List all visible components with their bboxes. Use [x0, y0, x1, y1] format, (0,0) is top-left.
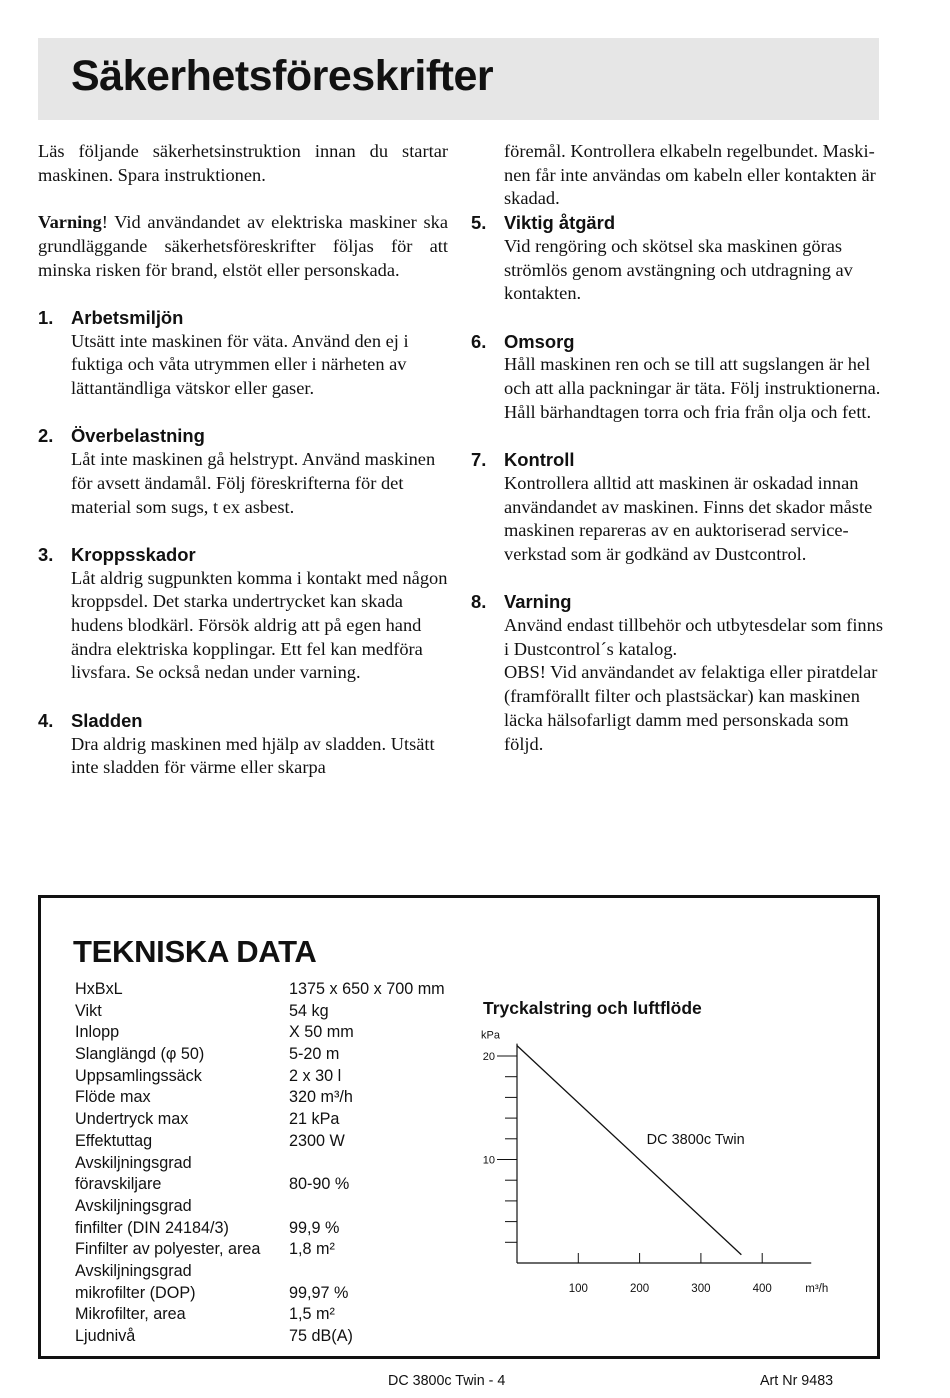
section-body: Använd endast tillbehör och utbytesdelar som finns i Dustcontrol´s katalog.: [504, 615, 883, 659]
y-tick-label: 20: [482, 1051, 495, 1063]
spec-label: Mikrofilter, area: [75, 1305, 186, 1324]
spec-label: Uppsamlingssäck: [75, 1066, 202, 1085]
section-number: 2.: [38, 425, 54, 447]
spec-value: 99,9 %: [289, 1218, 340, 1237]
section-kroppsskador: [38, 543, 448, 685]
y-tick-label: 10: [482, 1154, 495, 1167]
spec-value: 2300 W: [289, 1131, 345, 1150]
section-title: Sladden: [71, 709, 143, 731]
x-tick-label: 200: [630, 1283, 650, 1295]
spec-value: 54 kg: [289, 1001, 329, 1020]
x-tick-label: 300: [691, 1283, 711, 1295]
section-body: Låt inte maskinen gå helstrypt. Använd maskinen för avsett ändamål. Följ föreskrifterna för det material som sugs, t ex asbest.: [71, 449, 436, 517]
section-heading: [38, 709, 448, 733]
spec-value: 75 dB(A): [289, 1327, 353, 1345]
section-body: Utsätt inte maskinen för väta. Använd den ej i fuktiga och våta utrymmen eller i närheten av lättantändliga vätskor eller gaser.: [71, 330, 409, 398]
section-title: Omsorg: [504, 330, 575, 352]
section-heading: [471, 211, 891, 235]
title-band: [38, 38, 879, 120]
spec-label: mikrofilter (DOP): [75, 1283, 196, 1302]
spec-value: 99,97 %: [289, 1283, 349, 1302]
section-title: Överbelastning: [71, 425, 205, 447]
spec-value: 80-90 %: [289, 1175, 350, 1194]
footer-page-label: DC 3800c Twin - 4: [388, 1373, 506, 1389]
tech-data-box: [38, 895, 880, 1359]
section-heading: [471, 448, 891, 472]
section-body-obs: OBS! Vid användandet av felaktiga eller piratdelar (framförallt filter och plastsäckar) kan maskinen läcka hälsofarligt damm med personskada som följd.: [504, 662, 878, 754]
section-title: Arbetsmiljön: [71, 306, 184, 328]
spec-label: finfilter (DIN 24184/3): [75, 1218, 229, 1237]
x-axis-label: m³/h: [805, 1283, 829, 1295]
spec-label: Avskiljningsgrad: [75, 1196, 192, 1215]
section-number: 1.: [38, 306, 54, 328]
section-kontroll: [471, 448, 891, 567]
spec-value: 1375 x 650 x 700 mm: [289, 980, 445, 998]
section-body: Låt aldrig sugpunkten komma i kontakt med någon kroppsdel. Det starka undertrycket kan skada hudens blodkärl. Försök aldrig att på egen hand ändra elektriska kopplingar. Ett fel kan medföra livsfara. Se också nedan under varning.: [71, 567, 448, 683]
spec-value: 1,8 m²: [289, 1240, 335, 1259]
spec-label: Inlopp: [75, 1023, 120, 1042]
section-sladden: [38, 709, 448, 780]
warning-paragraph: [38, 211, 448, 282]
section-number: 3.: [38, 543, 54, 565]
right-column: [471, 140, 891, 780]
section-number: 5.: [471, 212, 487, 234]
section-heading: [38, 543, 448, 567]
spec-label: Undertryck max: [75, 1110, 189, 1129]
spec-label: Ljudnivå: [75, 1327, 136, 1345]
spec-label: Flöde max: [75, 1088, 151, 1107]
spec-label: Effektuttag: [75, 1131, 153, 1150]
section-body: Vid rengöring och skötsel ska maskinen göras strömlös genom avstängning och utdragning av kontakten.: [504, 235, 853, 304]
page-title: Säkerhetsföreskrifter: [71, 52, 494, 100]
section-heading: [471, 590, 891, 614]
section-overbelastning: [38, 424, 448, 519]
chart-title: Tryckalstring och luftflöde: [483, 998, 702, 1018]
section-heading: [38, 306, 448, 330]
spec-label: Vikt: [75, 1001, 102, 1020]
section-body: Kontrollera alltid att maskinen är oskadad innan användandet av maskinen. Finns det skador måste maskinen repareras av en auktoriserad serviceverkstad som är godkänd av Dustcontrol.: [504, 472, 873, 564]
series-label: DC 3800c Twin: [646, 1131, 745, 1148]
spec-label: HxBxL: [75, 980, 123, 998]
pressure-flow-chart: [41, 898, 877, 1356]
section-heading: [38, 424, 448, 448]
section-viktig-atgard: [471, 211, 891, 306]
spec-value: 21 kPa: [289, 1110, 340, 1129]
section-body: Håll maskinen ren och se till att sugslangen är hel och att alla packningar är täta. Följ instruktionerna. Håll bärhandtagen torra och fria från olja och fett.: [504, 354, 881, 422]
warning-text: ! Vid användandet av elektriska maskiner ska grundläggande säkerhetsföreskrifter följas för att minska risken för brand, elstöt eller personskada.: [38, 212, 448, 280]
section-number: 8.: [471, 591, 487, 613]
section-number: 6.: [471, 330, 487, 352]
section-heading: [471, 330, 891, 354]
spec-label: Slanglängd (φ 50): [75, 1045, 205, 1064]
spec-value: 2 x 30 l: [289, 1066, 342, 1085]
spec-label: Avskiljningsgrad: [75, 1261, 192, 1280]
warning-word: Varning: [38, 212, 102, 233]
left-column: [38, 140, 448, 804]
spec-label: Finfilter av polyester, area: [75, 1240, 261, 1259]
section-arbetsmiljon: [38, 306, 448, 401]
section-title: Kontroll: [504, 449, 575, 471]
x-tick-label: 400: [752, 1283, 772, 1295]
y-axis-label: kPa: [481, 1029, 500, 1042]
spec-label: föravskiljare: [75, 1175, 162, 1194]
series-line: [517, 1046, 741, 1255]
x-tick-label: 100: [568, 1283, 588, 1295]
spec-value: 320 m³/h: [289, 1088, 353, 1107]
section-varning: [471, 590, 891, 756]
section-title: Varning: [504, 591, 572, 613]
section-number: 7.: [471, 449, 487, 471]
spec-label: Avskiljningsgrad: [75, 1153, 192, 1172]
footer-article-number: Art Nr 9483: [760, 1373, 834, 1389]
spec-value: 5-20 m: [289, 1045, 340, 1064]
section-body: Dra aldrig maskinen med hjälp av sladden. Utsätt inte sladden för värme eller skarpa: [71, 733, 435, 778]
section-title: Viktig åtgärd: [504, 212, 616, 234]
section-omsorg: [471, 330, 891, 425]
section-number: 4.: [38, 709, 54, 731]
intro-paragraph: Läs följande säkerhetsinstruktion innan du startar maskinen. Spara instruktionen.: [38, 141, 448, 185]
section-sladden-continued: föremål. Kontrollera elkabeln regelbundet. Maskinen får inte användas om kabeln eller kontakten är skadad.: [504, 141, 876, 209]
spec-value: 1,5 m²: [289, 1305, 335, 1324]
spec-value: X 50 mm: [289, 1023, 354, 1042]
tech-data-heading: TEKNISKA DATA: [73, 934, 317, 969]
section-title: Kroppsskador: [71, 543, 196, 565]
